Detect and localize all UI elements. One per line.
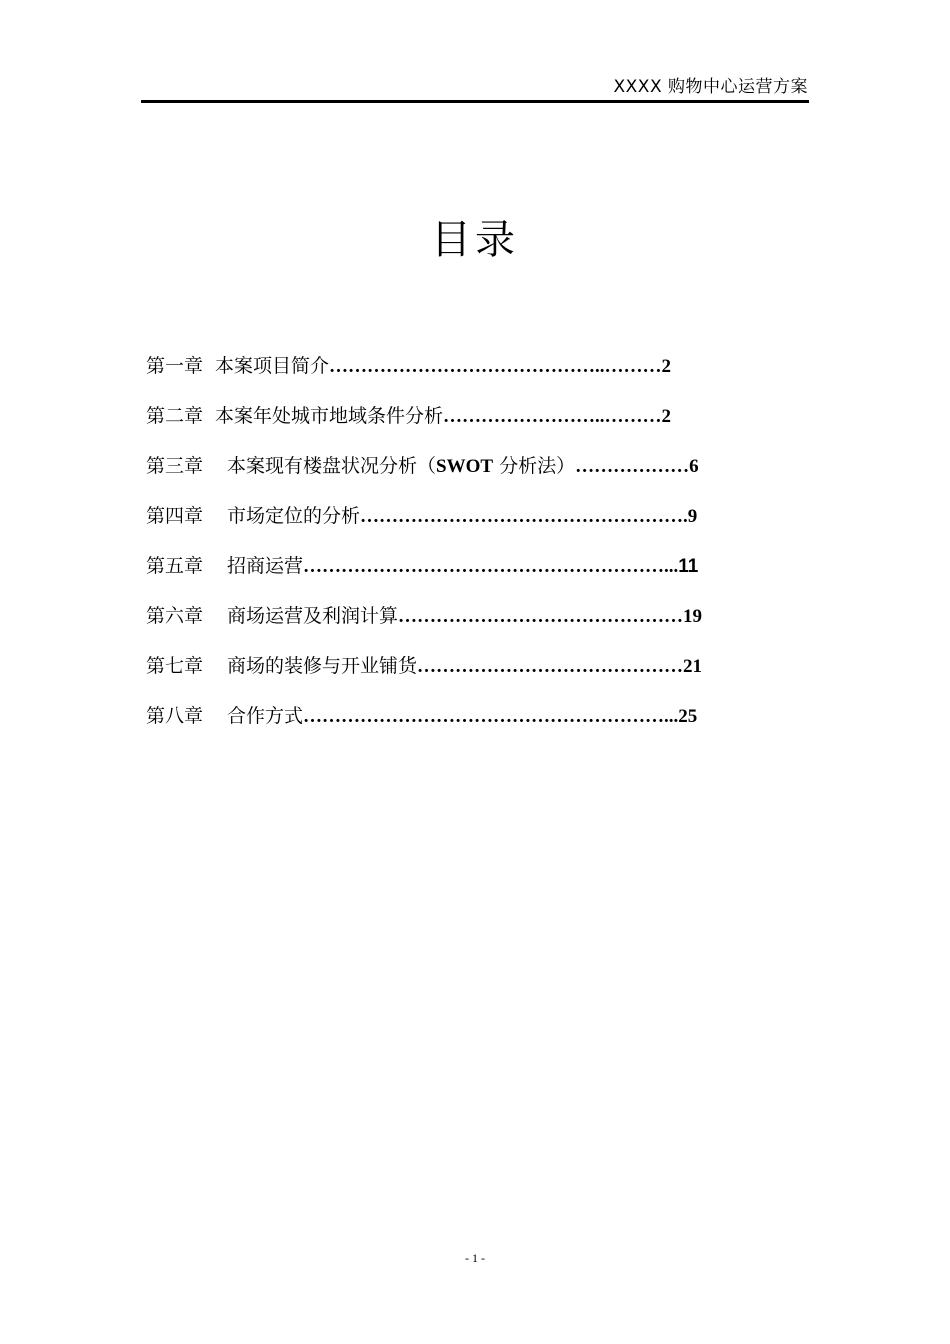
toc-page-number: 21 [683,656,703,677]
toc-entry-7[interactable] [146,648,806,698]
toc-entry-4[interactable] [146,498,806,548]
toc-leader: …………………………………………………... [303,706,679,727]
toc-entry-title-acronym: SWOT [436,456,494,477]
toc-page-number: 25 [678,706,698,727]
toc-entry-5[interactable] [146,548,806,598]
page-number: - 1 - [465,1251,485,1265]
toc-page-number: 2 [661,406,672,427]
toc-leader: ……………………………………………. [360,506,688,527]
toc-page-number: 9 [687,506,698,527]
toc-entry-2[interactable] [146,398,806,448]
toc-chapter-label: 第七章 [146,655,204,677]
toc-entry-8[interactable] [146,698,806,748]
toc-entry-title: 本案现有楼盘状况分析（ [227,455,437,477]
running-header: XXXX 购物中心运营方案 [613,77,808,97]
toc-page-number: 6 [689,456,699,477]
toc-entry-title: 招商运营 [227,555,304,577]
table-of-contents [146,348,806,748]
toc-page-number: 2 [661,356,672,377]
toc-entry-3[interactable] [146,448,806,498]
toc-entry-title: 本案年处城市地域条件分析 [215,405,444,427]
toc-chapter-label: 第六章 [146,605,204,627]
toc-entry-title-suffix: 分析法） [493,455,576,477]
toc-leader: ……………………………………… [398,606,684,627]
toc-chapter-label: 第五章 [146,555,204,577]
toc-entry-title: 商场运营及利润计算 [227,605,399,627]
toc-chapter-label: 第八章 [146,705,204,727]
toc-leader: …………………………………………………... [303,556,679,577]
toc-chapter-label: 第二章 [146,405,204,427]
toc-entry-title: 市场定位的分析 [227,505,361,527]
toc-chapter-label: 第一章 [146,355,204,377]
toc-page-number: 11 [678,556,699,577]
toc-entry-title: 商场的装修与开业铺货 [227,655,418,677]
toc-entry-1[interactable] [146,348,806,398]
toc-leader: ……………… [575,456,690,477]
toc-title: 目录 [431,217,519,263]
toc-chapter-label: 第四章 [146,505,204,527]
header-rule [141,100,809,103]
toc-leader: ……………………..……… [443,406,662,427]
toc-entry-title: 本案项目简介 [215,355,330,377]
toc-entry-title: 合作方式 [227,705,304,727]
toc-leader: ……………………………………..……… [329,356,662,377]
toc-entry-6[interactable] [146,598,806,648]
toc-chapter-label: 第三章 [146,455,204,477]
toc-page-number: 19 [683,606,703,627]
toc-leader: …………………………………… [417,656,684,677]
